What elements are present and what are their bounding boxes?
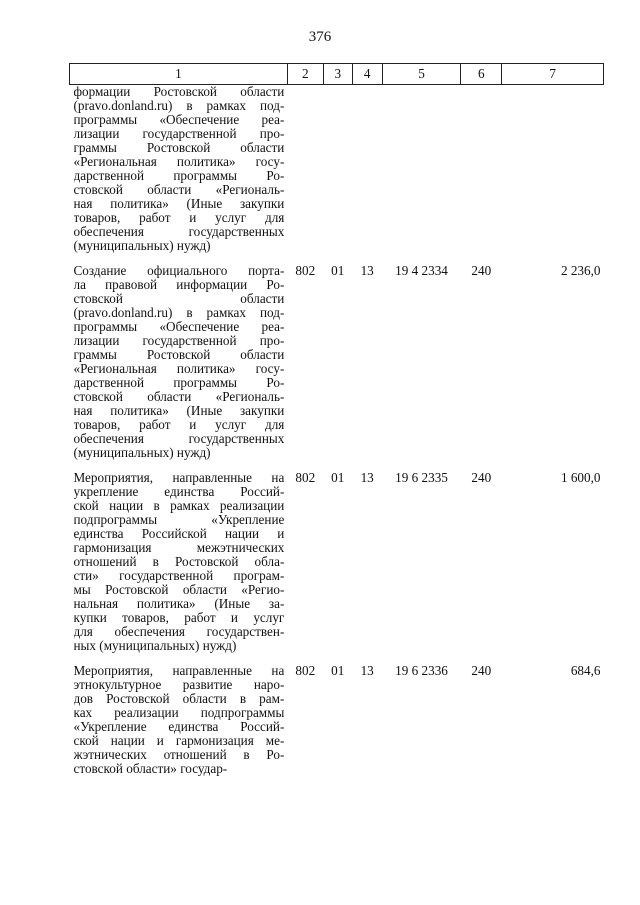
cell-amount: 684,6 xyxy=(570,663,601,678)
row-description xyxy=(70,653,288,776)
description-line: отношений в Ростовской обла- xyxy=(73,555,285,569)
header-col-5: 5 xyxy=(382,64,461,85)
table-row xyxy=(70,653,604,776)
header-col-2: 2 xyxy=(287,64,323,85)
description-line: (pravo.donland.ru) в рамках под- xyxy=(73,99,285,113)
description-line: этнокультурное развитие наро- xyxy=(73,678,285,692)
row-description xyxy=(70,85,288,254)
header-col-1: 1 xyxy=(70,64,288,85)
description-line: программы «Обеспечение реа- xyxy=(73,320,285,334)
cell-ministry: 802 xyxy=(295,470,316,485)
description-line: товаров, работ и услуг для xyxy=(73,211,285,225)
description-line: лизации государственной про- xyxy=(73,127,285,141)
cell-expense-type xyxy=(461,85,502,254)
description-line: стовской области xyxy=(73,292,285,306)
row-description xyxy=(70,253,288,460)
cell-amount: 2 236,0 xyxy=(560,263,601,278)
cell-expense-type: 240 xyxy=(471,663,492,678)
description-line: единства Российской нации и xyxy=(73,527,285,541)
description-line: ской нации в рамках реализации xyxy=(73,499,285,513)
description-line: Создание официального порта- xyxy=(73,264,285,278)
description-line: укрепление единства Россий- xyxy=(73,485,285,499)
cell-subsection: 13 xyxy=(360,263,374,278)
description-line: дов Ростовской области в рам- xyxy=(73,692,285,706)
cell-amount: 1 600,0 xyxy=(560,470,601,485)
cell-subsection: 13 xyxy=(360,470,374,485)
cell-subsection: 13 xyxy=(360,663,374,678)
description-line: граммы Ростовской области xyxy=(73,348,285,362)
description-line: (муниципальных) нужд) xyxy=(73,239,211,253)
description-line: товаров, работ и услуг для xyxy=(73,418,285,432)
description-line: стовской области «Региональ- xyxy=(73,390,285,404)
description-line: лизации государственной про- xyxy=(73,334,285,348)
description-line: обеспечения государственных xyxy=(73,432,285,446)
header-row xyxy=(70,64,604,85)
description-line: жэтнических отношений в Ро- xyxy=(73,748,285,762)
cell-target-article xyxy=(382,85,461,254)
description-line: ная политика» (Иные закупки xyxy=(73,197,285,211)
description-line: сти» государственной програм- xyxy=(73,569,285,583)
cell-expense-type: 240 xyxy=(471,263,492,278)
cell-target-article: 19 6 2336 xyxy=(395,663,448,678)
cell-amount xyxy=(502,85,604,254)
header-col-7: 7 xyxy=(502,64,604,85)
description-line: (pravo.donland.ru) в рамках под- xyxy=(73,306,285,320)
cell-expense-type: 240 xyxy=(471,470,492,485)
description-line: купки товаров, работ и услуг xyxy=(73,611,285,625)
description-line: стовской области «Региональ- xyxy=(73,183,285,197)
description-line: ской нации и гармонизация ме- xyxy=(73,734,285,748)
description-line: подпрограммы «Укрепление xyxy=(73,513,285,527)
cell-ministry: 802 xyxy=(295,263,316,278)
description-line: стовской области» государ- xyxy=(73,762,228,776)
description-line: ная политика» (Иные закупки xyxy=(73,404,285,418)
cell-target-article: 19 6 2335 xyxy=(395,470,448,485)
table-body xyxy=(70,85,604,777)
description-line: «Региональная политика» госу- xyxy=(73,155,285,169)
header-col-4: 4 xyxy=(352,64,382,85)
cell-subsection xyxy=(352,85,382,254)
table-row xyxy=(70,460,604,653)
description-line: для обеспечения государствен- xyxy=(73,625,285,639)
description-line: «Региональная политика» госу- xyxy=(73,362,285,376)
cell-target-article: 19 4 2334 xyxy=(395,263,448,278)
row-description xyxy=(70,460,288,653)
header-col-3: 3 xyxy=(323,64,352,85)
table-row xyxy=(70,253,604,460)
cell-section: 01 xyxy=(331,470,345,485)
cell-section xyxy=(323,85,352,254)
table-row xyxy=(70,85,604,254)
description-line: программы «Обеспечение реа- xyxy=(73,113,285,127)
cell-section: 01 xyxy=(331,263,345,278)
description-line: нальная политика» (Иные за- xyxy=(73,597,285,611)
description-line: «Укрепление единства Россий- xyxy=(73,720,285,734)
description-line: гармонизация межэтнических xyxy=(73,541,285,555)
header-col-6: 6 xyxy=(461,64,502,85)
page-number: 376 xyxy=(308,29,332,45)
description-line: мы Ростовской области «Регио- xyxy=(73,583,285,597)
description-line: ла правовой информации Ро- xyxy=(73,278,285,292)
cell-ministry: 802 xyxy=(295,663,316,678)
budget-table xyxy=(69,63,604,776)
description-line: формации Ростовской области xyxy=(73,85,285,99)
description-line: ках реализации подпрограммы xyxy=(73,706,285,720)
description-line: обеспечения государственных xyxy=(73,225,285,239)
description-line: дарственной программы Ро- xyxy=(73,376,285,390)
description-line: Мероприятия, направленные на xyxy=(73,664,285,678)
cell-ministry xyxy=(287,85,323,254)
cell-section: 01 xyxy=(331,663,345,678)
description-line: граммы Ростовской области xyxy=(73,141,285,155)
description-line: ных (муниципальных) нужд) xyxy=(73,639,237,653)
description-line: дарственной программы Ро- xyxy=(73,169,285,183)
description-line: (муниципальных) нужд) xyxy=(73,446,211,460)
description-line: Мероприятия, направленные на xyxy=(73,471,285,485)
table-header xyxy=(70,64,604,85)
